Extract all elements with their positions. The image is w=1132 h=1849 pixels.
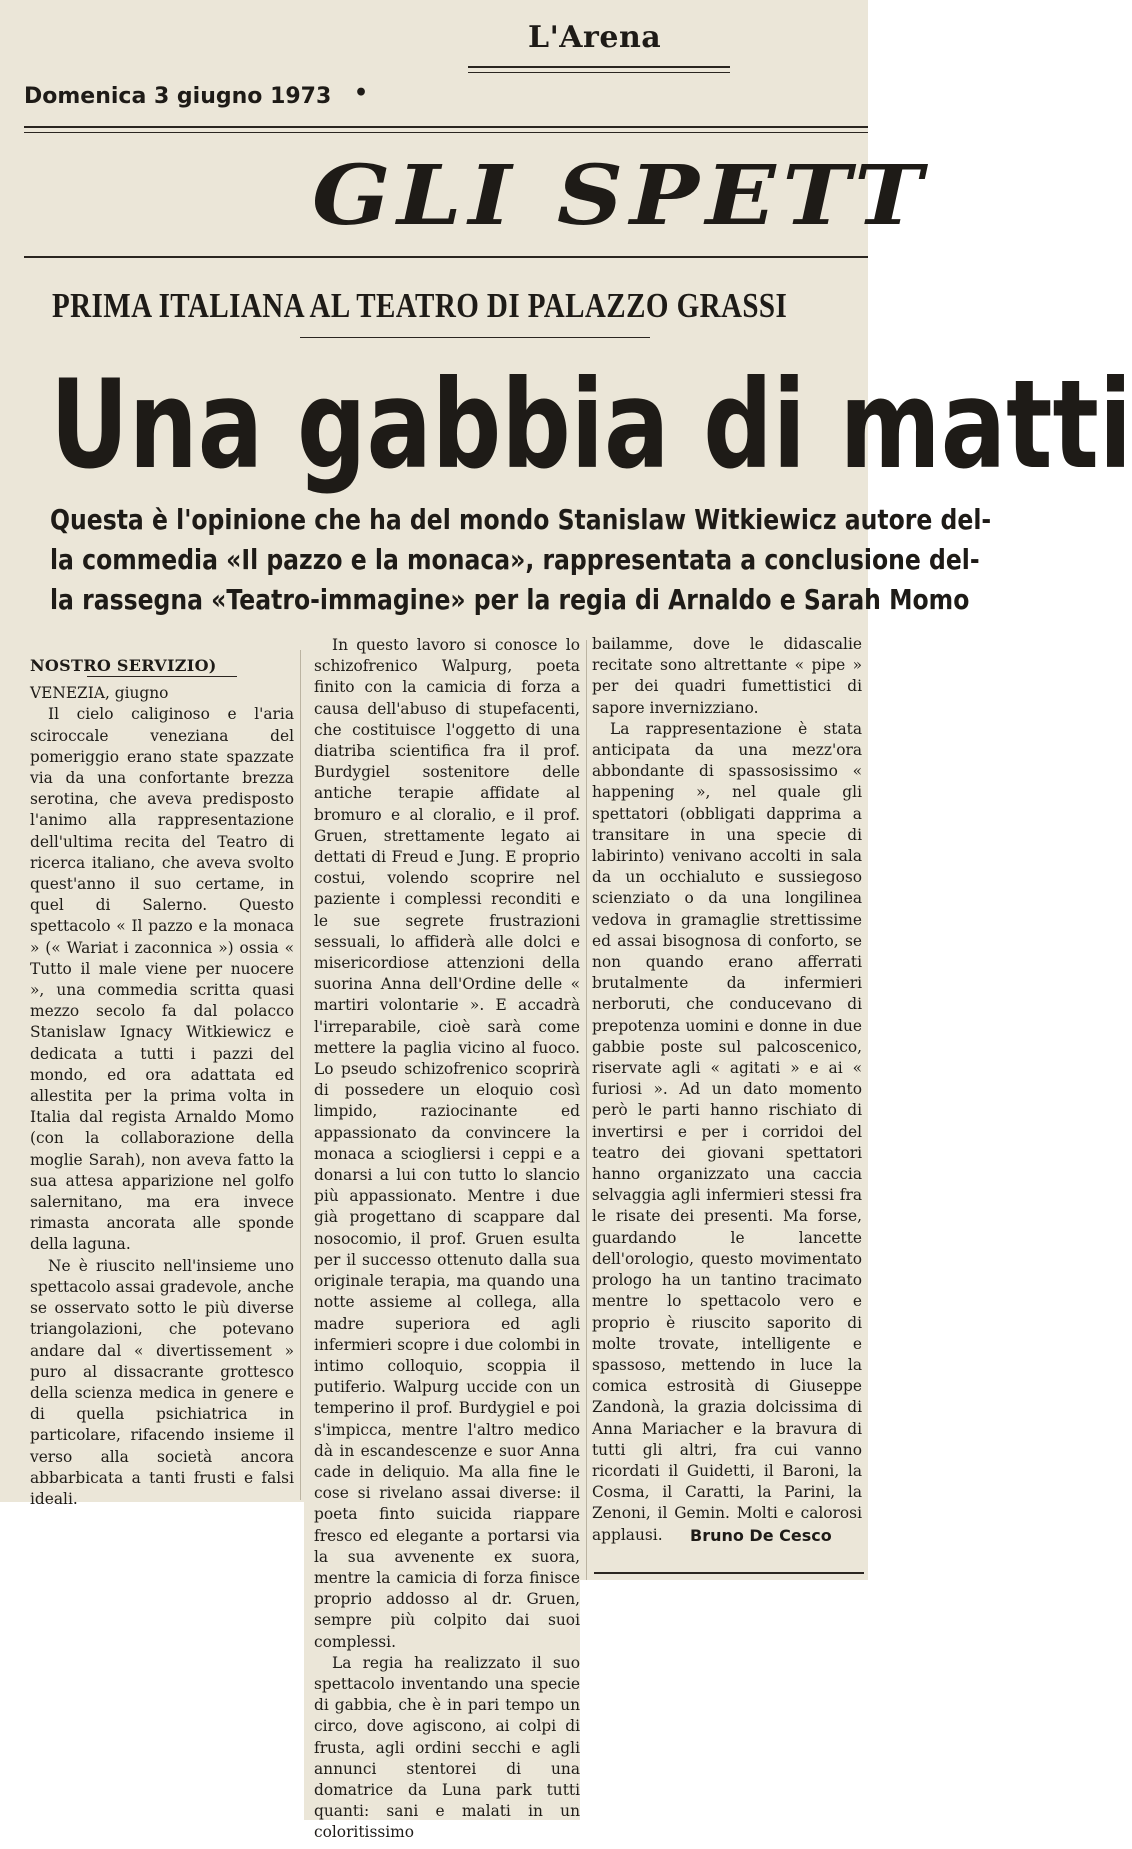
dateline: VENEZIA, giugno	[30, 684, 169, 703]
body-paragraph: In questo lavoro si conosce lo schizofrenico Walpurg, poeta finito con la camicia di forza a causa dell'abuso di stupefacenti, che costituisce l'oggetto di una diatriba scientifica fra il prof. Burdygiel sostenitore delle antiche terapie affidate al bromuro e al cloralio, e il prof. Gruen, strettamente legato ai dettati di Freud e Jung. E proprio costui, volendo scoprire nel paziente i complessi reconditi e le sue segrete frustrazioni sessuali, lo affiderà alle dolci e misericordiose attenzioni della suorina Anna dell'Ordine delle « martiri volontarie ». E accadrà l'irreparabile, cioè sarà come mettere la paglia vicino al fuoco. Lo pseudo schizofrenico scoprirà di possedere un eloquio così limpido, raziocinante ed appassionato da convincere la monaca a sciogliersi i ceppi e a donarsi a lui con tutto lo slancio più appassionato. Mentre i due già progettano di scappare dal nosocomio, il prof. Gruen esulta per il successo ottenuto dalla sua originale terapia, ma quando una notte assieme al collega, alla madre superiora ed agli infermieri scopre i due colombi in intimo colloquio, scoppia il putiferio. Walpurg uccide con un temperino il prof. Burdygiel e poi s'impicca, mentre l'altro medico dà in escandescenze e suor Anna cade in deliquio. Ma alla fine le cose si rivelano assai diverse: il poeta finto suicida riappare fresco ed elegante a portarsi via la sua avvenente ex suora, mentre la camicia di forza finisce proprio addosso al dr. Gruen, sempre più colpito dai suoi complessi.	[314, 636, 580, 1651]
page-rule	[24, 126, 868, 128]
column-divider	[586, 640, 587, 1580]
newspaper-name: L'Arena	[528, 20, 662, 55]
body-paragraph: La regia ha realizzato il suo spettacolo inventando una specie di gabbia, che è in pari tempo un circo, dove agiscono, ai colpi di frusta, agli ordini secchi e agli annunci stentorei di una domatrice da Luna park tutti quanti: sani e malati in un coloritissimo	[314, 1653, 580, 1842]
article-deck	[50, 500, 992, 620]
article-headline: Una gabbia di matti	[50, 354, 1132, 496]
article-kicker: PRIMA ITALIANA AL TEATRO DI PALAZZO GRASSI	[52, 286, 788, 325]
deck-line: la commedia «Il pazzo e la monaca», rappresentata a conclusione del-	[50, 543, 980, 576]
page-rule	[24, 132, 868, 133]
section-title: GLI SPETT	[312, 148, 930, 244]
deck-line: la rassegna «Teatro-immagine» per la regia di Arnaldo e Sarah Momo	[50, 583, 970, 616]
text-column-2	[314, 635, 580, 1844]
body-paragraph: La rappresentazione è stata anticipata da una mezz'ora abbondante di spassosissimo « happening », nel quale gli spettatori (obbligati dapprima a transitare in una specie di labirinto) venivano accolti in sala da un occhialuto e sussiegoso scienziato o da una longilinea vedova in gramaglie strettissime ed assai bisognosa di conforto, se non quando erano afferrati brutalmente da infermieri nerboruti, che conducevano di prepotenza uomini e donne in due gabbie poste sul palcoscenico, riservate agli « agitati » e ai « furiosi ». Ad un dato momento però le parti hanno rischiato di invertirsi e per i corridoi del teatro dei giovani spettatori hanno organizzato una caccia selvaggia agli infermieri stessi fra le risate dei presenti. Ma forse, guardando le lancette dell'orologio, questo movimentato prologo ha un tantino tracimato mentre lo spettacolo vero e proprio è riuscito saporito di molte trovate, intelligente e spassoso, mettendo in luce la comica estrosità di Giuseppe Zandonà, la grazia dolcissima di Anna Mariacher e la bravura di tutti gli altri, fra cui vanno ricordati il Guidetti, il Baroni, la Cosma, il Caratti, la Parini, la Zenoni, il Gemin. Molti e calorosi applausi.	[592, 719, 862, 1544]
masthead-rule	[468, 66, 730, 68]
bullet-separator: •	[354, 80, 369, 106]
issue-date: Domenica 3 giugno 1973	[24, 84, 332, 109]
body-paragraph: bailamme, dove le didascalie recitate sono altrettante « pipe » per dei quadri fumettistici di sapore invernizziano.	[592, 635, 862, 717]
kicker-rule	[300, 337, 650, 338]
text-column-3	[592, 634, 862, 1546]
service-tag: NOSTRO SERVIZIO)	[30, 656, 217, 675]
deck-line: Questa è l'opinione che ha del mondo Stanislaw Witkiewicz autore del-	[50, 503, 992, 536]
masthead-rule	[468, 72, 730, 73]
author-signature: Bruno De Cesco	[690, 1526, 832, 1545]
service-tag-rule	[87, 676, 237, 677]
end-rule	[594, 1572, 864, 1574]
body-paragraph: Ne è riuscito nell'insieme uno spettacolo assai gradevole, anche se osservato sotto le più diverse triangolazioni, che potevano andare dal « divertissement » puro al dissacrante grottesco della scienza medica in genere e di quella psichiatrica in particolare, rifacendo insieme il verso alla società ancora abbarbicata a tanti frusti e falsi ideali.	[30, 1256, 294, 1508]
section-rule	[24, 256, 868, 258]
column-divider	[300, 650, 301, 1500]
text-column-1	[30, 655, 294, 1510]
body-paragraph: Il cielo caliginoso e l'aria sciroccale veneziana del pomeriggio erano state spazzate via da una confortante brezza serotina, che aveva predisposto l'animo alla rappresentazione dell'ultima recita del Teatro di ricerca italiano, che aveva svolto quest'anno il suo certame, in quel di Salerno. Questo spettacolo « Il pazzo e la monaca » (« Wariat i zaconnica ») ossia « Tutto il male viene per nuocere », una commedia scritta quasi mezzo secolo fa dal polacco Stanislaw Ignacy Witkiewicz e dedicata a tutti i pazzi del mondo, ed ora adattata ed allestita per la prima volta in Italia dal regista Arnaldo Momo (con la collaborazione della moglie Sarah), non aveva fatto la sua attesa apparizione nel golfo salernitano, ma era invece rimasta ancorata alle sponde della laguna.	[30, 705, 294, 1254]
